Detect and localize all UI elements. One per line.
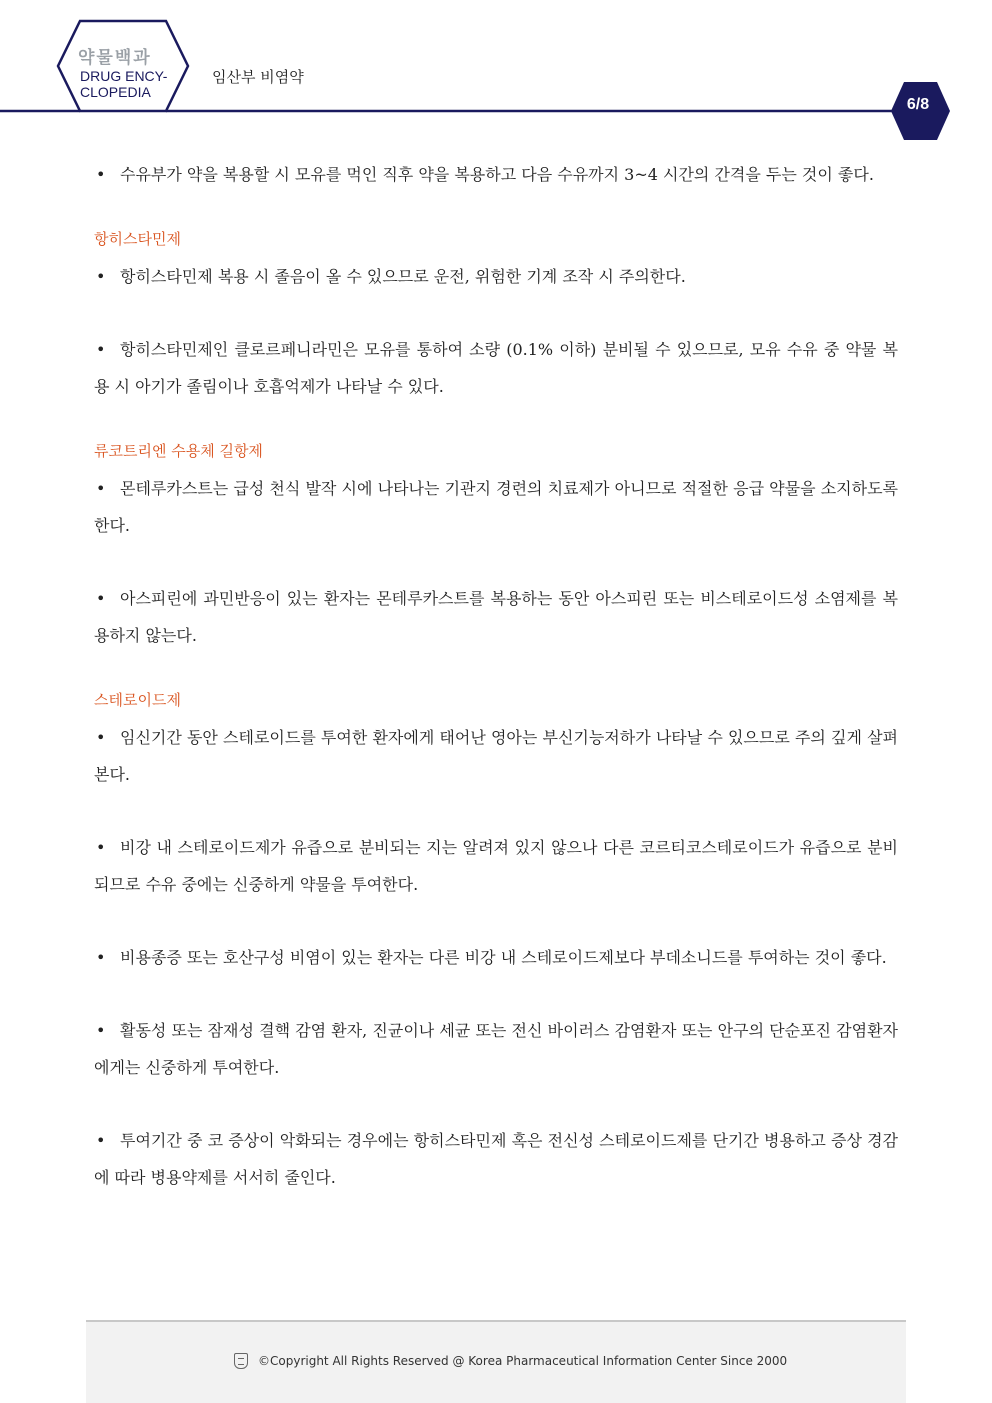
bullet: •: [96, 340, 106, 359]
bullet: •: [96, 1021, 106, 1040]
bullet: •: [96, 1131, 106, 1150]
page-header: [0, 0, 992, 140]
logo-korean: 약물백과: [78, 48, 152, 68]
list-item-text: 몬테루카스트는 급성 천식 발작 시에 나타나는 기관지 경련의 치료제가 아니므로 적절한 응급 약물을 소지하도록 한다.: [94, 479, 898, 535]
list-item: [94, 258, 898, 295]
list-item-text: 항히스타민제인 클로르페니라민은 모유를 통하여 소량 (0.1% 이하) 분비될 수 있으므로, 모유 수유 중 약물 복용 시 아기가 졸림이나 호흡억제가 나타날 수 있다.: [94, 340, 898, 396]
page-footer: [86, 1322, 906, 1403]
page-number: 6/8: [906, 96, 930, 113]
logo-english-line2: CLOPEDIA: [80, 84, 151, 100]
logo-english-line1: DRUG ENCY-: [80, 68, 168, 84]
list-item: [94, 331, 898, 405]
bullet: •: [96, 948, 106, 967]
list-item: [94, 939, 898, 976]
list-item-text: 투여기간 중 코 증상이 악화되는 경우에는 항히스타민제 혹은 전신성 스테로이드제를 단기간 병용하고 증상 경감에 따라 병용약제를 서서히 줄인다.: [94, 1131, 898, 1187]
list-item-text: 활동성 또는 잠재성 결핵 감염 환자, 진균이나 세균 또는 전신 바이러스 감염환자 또는 안구의 단순포진 감염환자에게는 신중하게 투여한다.: [94, 1021, 898, 1077]
list-item-text: 비용종증 또는 호산구성 비염이 있는 환자는 다른 비강 내 스테로이드제보다 부데소니드를 투여하는 것이 좋다.: [120, 948, 887, 967]
main-content: [94, 156, 898, 1196]
bullet: •: [96, 267, 106, 286]
logo-english: [80, 68, 190, 100]
document-title: 임산부 비염약: [212, 68, 304, 86]
bullet: •: [96, 728, 106, 747]
list-item: [94, 829, 898, 903]
section-title-steroid: 스테로이드제: [94, 691, 181, 709]
list-item: [94, 1122, 898, 1196]
list-item-text: 비강 내 스테로이드제가 유즙으로 분비되는 지는 알려져 있지 않으나 다른 코르티코스테로이드가 유즙으로 분비되므로 수유 중에는 신중하게 약물을 투여한다.: [94, 838, 898, 894]
list-item: [94, 1012, 898, 1086]
bullet: •: [96, 479, 106, 498]
list-item-text: 항히스타민제 복용 시 졸음이 올 수 있으므로 운전, 위험한 기계 조작 시 주의한다.: [120, 267, 686, 286]
intro-paragraph: [94, 156, 898, 193]
list-item-text: 임신기간 동안 스테로이드를 투여한 환자에게 태어난 영아는 부신기능저하가 나타날 수 있으므로 주의 깊게 살펴본다.: [94, 728, 898, 784]
list-item-text: 아스피린에 과민반응이 있는 환자는 몬테루카스트를 복용하는 동안 아스피린 또는 비스테로이드성 소염제를 복용하지 않는다.: [94, 589, 898, 645]
section-title-leukotriene: 류코트리엔 수용체 길항제: [94, 442, 263, 460]
section-title-antihistamine: 항히스타민제: [94, 230, 181, 248]
bullet: •: [96, 589, 106, 608]
list-item: [94, 470, 898, 544]
list-item: [94, 580, 898, 654]
intro-text: 수유부가 약을 복용할 시 모유를 먹인 직후 약을 복용하고 다음 수유까지 3~4 시간의 간격을 두는 것이 좋다.: [120, 165, 874, 184]
bullet: •: [96, 838, 106, 857]
copyright-text: ©Copyright All Rights Reserved @ Korea Pharmaceutical Information Center Since 2000: [258, 1354, 788, 1368]
bullet: •: [96, 165, 106, 184]
list-item: [94, 719, 898, 793]
shield-crest-icon: [234, 1353, 248, 1369]
